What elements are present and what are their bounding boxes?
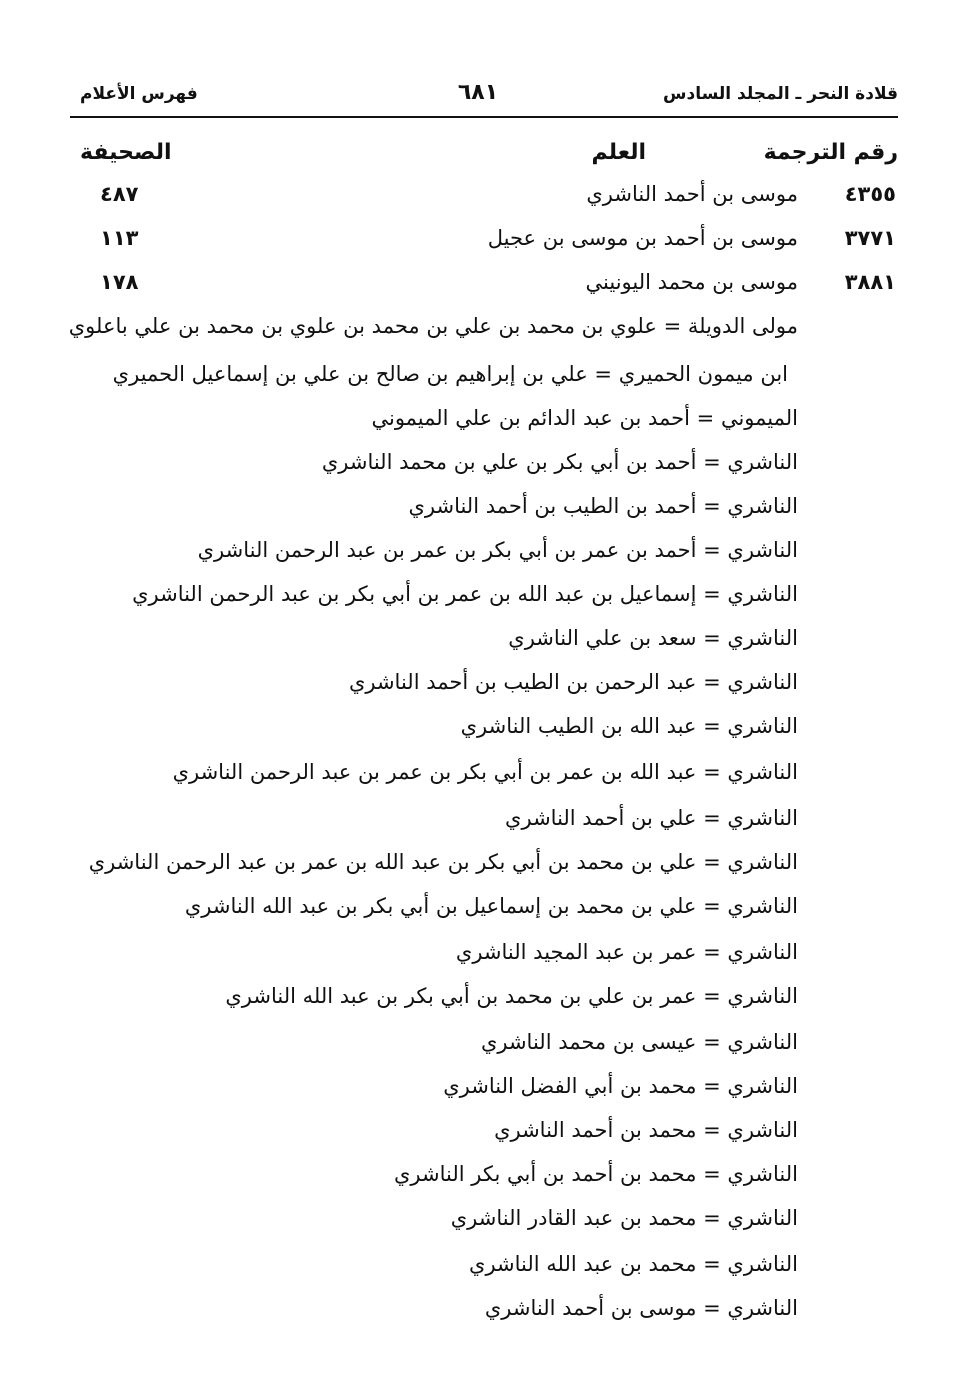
page-number: ٦٨١: [457, 80, 499, 105]
header-rule: [70, 116, 898, 118]
cross-reference-line: الناشري = أحمد بن أبي بكر بن علي بن محمد الناشري: [321, 450, 798, 474]
running-header-section-title: فهرس الأعلام: [80, 84, 198, 104]
cross-reference-line: الناشري = عبد الله بن الطيب الناشري: [460, 714, 798, 738]
cross-reference-line: الناشري = علي بن أحمد الناشري: [505, 806, 798, 830]
cross-reference-line: الناشري = محمد بن أبي الفضل الناشري: [443, 1074, 798, 1098]
entry-number: ٣٨٨١: [844, 270, 896, 294]
entry-name: موسى بن محمد اليونيني: [585, 270, 798, 294]
index-entry-row: [0, 226, 956, 266]
cross-reference-line: الناشري = علي بن محمد بن أبي بكر بن عبد الله بن عمر بن عبد الرحمن الناشري: [88, 850, 798, 874]
cross-reference-line: الناشري = محمد بن أحمد الناشري: [494, 1118, 798, 1142]
cross-reference-line: ابن ميمون الحميري = علي بن إبراهيم بن صالح بن علي بن إسماعيل الحميري: [112, 362, 788, 386]
index-entry-row: [0, 270, 956, 310]
column-header-name: العلم: [591, 140, 646, 165]
cross-reference-line: الناشري = عبد الله بن عمر بن أبي بكر بن عمر بن عبد الرحمن الناشري: [172, 760, 798, 784]
entry-page: ٤٨٧: [100, 182, 139, 206]
cross-reference-line: الناشري = عمر بن عبد المجيد الناشري: [455, 940, 798, 964]
cross-reference-line: الناشري = أحمد بن الطيب بن أحمد الناشري: [408, 494, 798, 518]
cross-reference-line: الناشري = محمد بن أحمد بن أبي بكر الناشري: [394, 1162, 798, 1186]
cross-reference-line: الميموني = أحمد بن عبد الدائم بن علي الميموني: [371, 406, 798, 430]
entry-page: ١٧٨: [100, 270, 139, 294]
cross-reference-line: الناشري = محمد بن عبد القادر الناشري: [450, 1206, 798, 1230]
cross-reference-line: الناشري = عمر بن علي بن محمد بن أبي بكر بن عبد الله الناشري: [225, 984, 798, 1008]
cross-reference-line: الناشري = موسى بن أحمد الناشري: [484, 1296, 798, 1320]
entry-number: ٤٣٥٥: [844, 182, 896, 206]
index-entry-row: [0, 182, 956, 222]
cross-reference-line: الناشري = عيسى بن محمد الناشري: [480, 1030, 798, 1054]
column-header-entry-number: رقم الترجمة: [763, 140, 898, 165]
entry-page: ١١٣: [100, 226, 139, 250]
cross-reference-line: الناشري = سعد بن علي الناشري: [508, 626, 798, 650]
running-header-book-title: قلادة النحر ـ المجلد السادس: [663, 84, 898, 104]
cross-reference-line: الناشري = محمد بن عبد الله الناشري: [469, 1252, 798, 1276]
cross-reference-line: مولى الدويلة = علوي بن محمد بن علي بن محمد بن علوي بن محمد بن علي باعلوي: [68, 314, 798, 338]
column-header-page: الصحيفة: [80, 140, 172, 165]
cross-reference-line: الناشري = إسماعيل بن عبد الله بن عمر بن أبي بكر بن عبد الرحمن الناشري: [132, 582, 798, 606]
entry-number: ٣٧٧١: [844, 226, 896, 250]
cross-reference-line: الناشري = علي بن محمد بن إسماعيل بن أبي بكر بن عبد الله الناشري: [184, 894, 798, 918]
entry-name: موسى بن أحمد الناشري: [586, 182, 798, 206]
cross-reference-line: الناشري = أحمد بن عمر بن أبي بكر بن عمر بن عبد الرحمن الناشري: [197, 538, 798, 562]
entry-name: موسى بن أحمد بن موسى بن عجيل: [487, 226, 798, 250]
cross-reference-line: الناشري = عبد الرحمن بن الطيب بن أحمد الناشري: [348, 670, 798, 694]
